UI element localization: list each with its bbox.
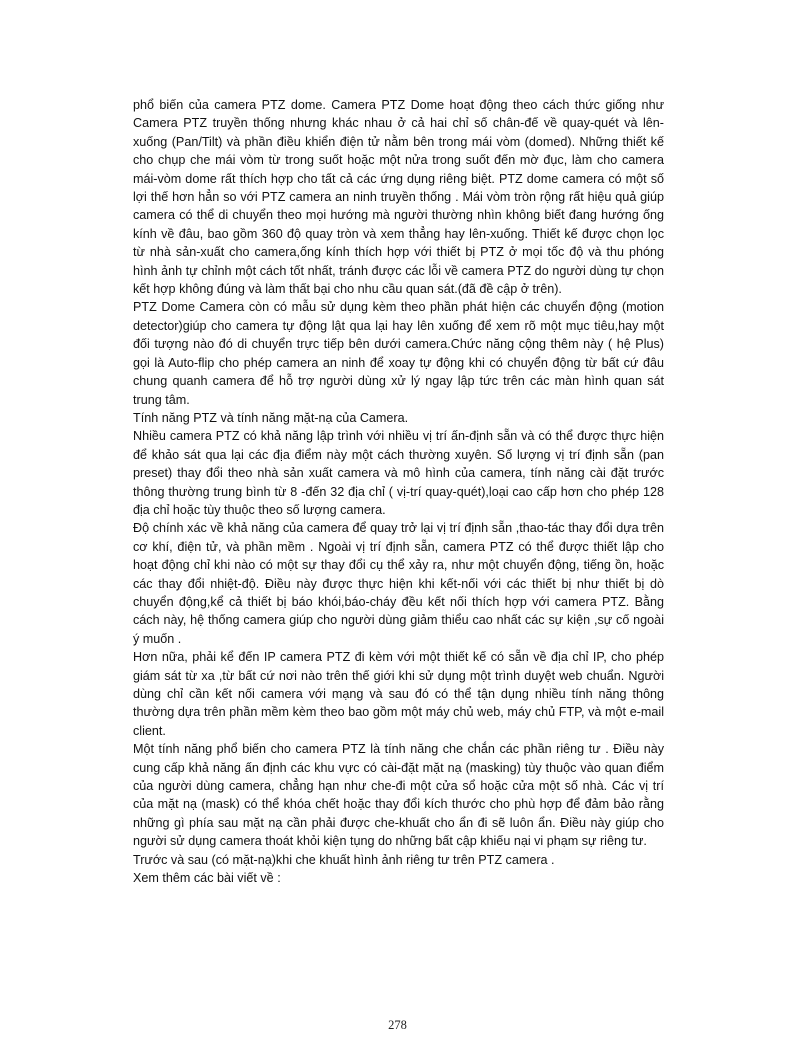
see-also-line: Xem thêm các bài viết về :: [133, 871, 281, 886]
paragraph-ptz-dome-overview: phổ biến của camera PTZ dome. Camera PTZ Dome hoạt động theo cách thức giống như Camera PTZ truyền thống nhưng khác nhau ở cả hai chỉ số chân-đế về quay-quét và lên-xuống (Pan/Tilt) và phần điều khiển điện tử nằm bên trong mái vòm (domed). Những thiết kế cho chụp che mái vòm từ trong suốt hoặc một nửa trong suốt đến mờ đục, làm cho camera mái-vòm dome rất thích hợp cho tất cả các ứng dụng riêng biệt. PTZ dome camera có một số lợi thế hơn hẳn so với PTZ camera an ninh truyền thống . Mái vòm tròn rộng rất hiệu quả giúp camera có thể di chuyển theo mọi hướng mà người thường nhìn không biết đang hướng ống kính về đâu, bao gồm 360 độ quay tròn và xem thẳng hay lên-xuống. Thiết kế được chọn lọc từ nhà sản-xuất cho camera,ống kính thích hợp với thiết bị PTZ ở mọi tốc độ và thu phóng hình ảnh tự chỉnh một cách tốt nhất, tránh được các lỗi về camera PTZ do người dùng tự chọn kết hợp không đúng và làm thất bại cho nhu cầu quan sát.(đã đề cập ở trên).: [133, 98, 664, 297]
document-body: [133, 96, 664, 887]
paragraph-motion-detector: PTZ Dome Camera còn có mẫu sử dụng kèm theo phần phát hiện các chuyển động (motion detector)giúp cho camera tự động lật qua lại hay lên xuống để xem rõ một mục tiêu,hay một đối tượng nào đó di chuyển trực tiếp bên dưới camera.Chức năng cộng thêm này ( hệ Plus) gọi là Auto-flip cho phép camera an ninh để xoay tự động khi có chuyển động từ bất cứ đâu chung quanh camera để hỗ trợ người dùng xử lý ngay lập tức trên các màn hình quan sát trung tâm.: [133, 300, 664, 407]
paragraph-preset-positions: Nhiều camera PTZ có khả năng lập trình với nhiều vị trí ấn-định sẵn và có thể được thực hiện để khảo sát qua lại các địa điểm này một cách thường xuyên. Số lượng vị trí định sẵn (pan preset) thay đổi theo nhà sản xuất camera và mô hình của camera, tính năng cài đặt trước thông thường trung bình từ 8 -đến 32 địa chỉ ( vị-trí quay-quét),loại cao cấp hơn cho phép 128 địa chỉ hoặc tùy thuộc theo số lượng camera.: [133, 429, 664, 517]
section-heading-ptz-mask-features: Tính năng PTZ và tính năng mặt-nạ của Camera.: [133, 410, 409, 425]
page-number: 278: [388, 1018, 407, 1032]
paragraph-accuracy: Độ chính xác về khả năng của camera để quay trở lại vị trí định sẵn ,thao-tác thay đổi dựa trên cơ khí, điện tử, và phần mềm . Ngoài vị trí định sẵn, camera PTZ có thể được thiết lập cho hoạt động chỉ khi nào có một sự thay đổi cụ thể xảy ra, như một chuyển động, tiếng ồn, hoặc các thay đổi nhiệt-độ. Điều này được thực hiện khi kết-nối với các thiết bị như thiết bị dò chuyển động,kể cả thiết bị báo khói,báo-cháy đều kết nối thích hợp với camera PTZ. Bằng cách này, hệ thống camera giúp cho người dùng giảm thiểu cao nhất các sự kiện ,sự cố ngoài ý muốn .: [133, 521, 664, 646]
paragraph-privacy-masking: Một tính năng phổ biến cho camera PTZ là tính năng che chắn các phần riêng tư . Điều này cung cấp khả năng ấn định các khu vực có cài-đặt mặt nạ (masking) tùy thuộc vào quan điểm của người dùng camera, chẳng hạn như che-đi một cửa sổ hoặc cửa một số nhà. Các vị trí của mặt nạ (mask) có thể khóa chết hoặc thay đổi kích thước cho phù hợp để đảm bảo rằng những gì phía sau mặt nạ cần phải được che-khuất cho ẩn đi sẽ luôn ẩn. Điều này giúp cho người sử dụng camera thoát khỏi kiện tụng do những bất cập khiếu nại vi phạm sự riêng tư.: [133, 742, 664, 849]
paragraph-ip-camera: Hơn nữa, phải kể đến IP camera PTZ đi kèm với một thiết kế có sẵn về địa chỉ IP, cho phép giám sát từ xa ,từ bất cứ nơi nào trên thế giới khi sử dụng một trình duyệt web chuẩn. Người dùng chỉ cần kết nối camera với mạng và sau đó có thể tận dụng nhiều tính năng thông thường dựa trên phần mềm kèm theo bao gồm một máy chủ web, máy chủ FTP, và một e-mail client.: [133, 650, 664, 738]
caption-before-after-mask: Trước và sau (có mặt-nạ)khi che khuất hình ảnh riêng tư trên PTZ camera .: [133, 852, 555, 867]
